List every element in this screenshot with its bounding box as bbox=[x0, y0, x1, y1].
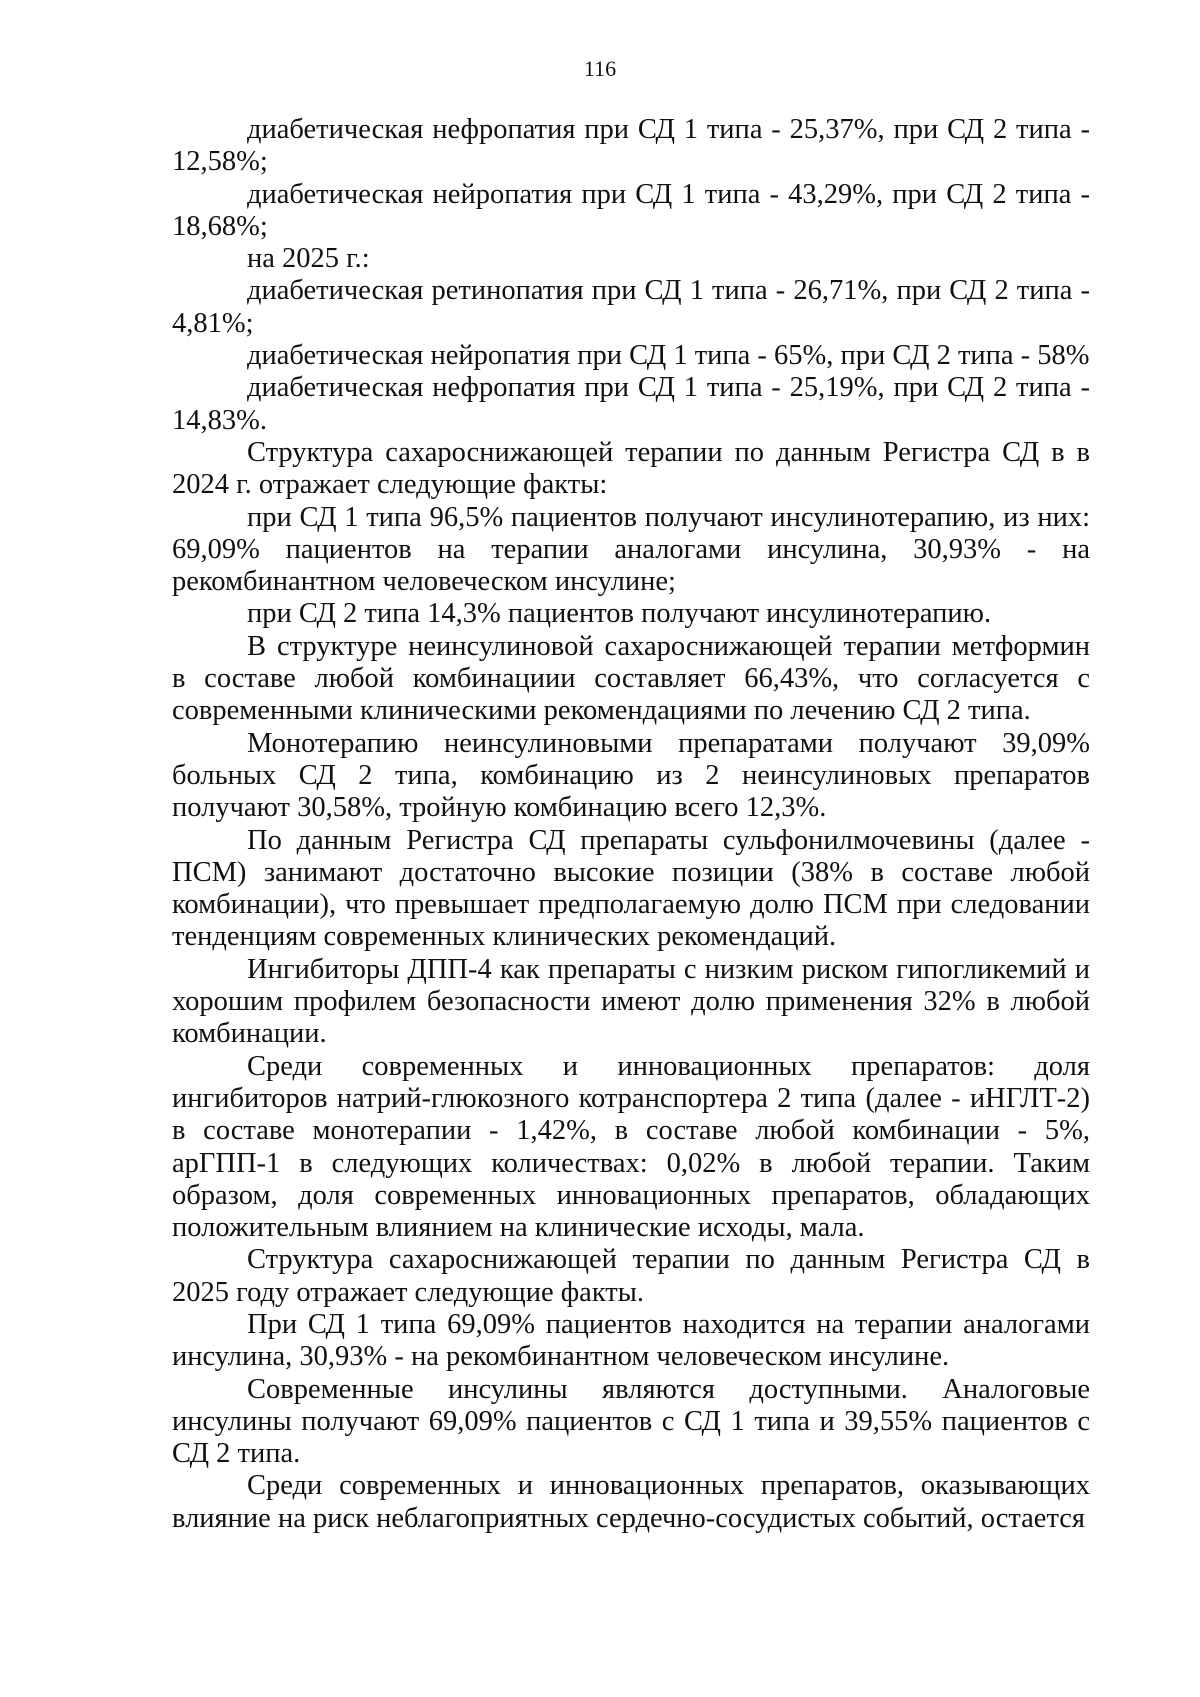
paragraph: При СД 1 типа 69,09% пациентов находится на терапии аналогами инсулина, 30,93% - на рекомбинантном человеческом инсулине. bbox=[172, 1308, 1090, 1373]
paragraph: диабетическая нефропатия при СД 1 типа - 25,19%, при СД 2 типа - 14,83%. bbox=[172, 372, 1090, 436]
paragraph: Среди современных и инновационных препаратов, оказывающих влияние на риск неблагоприятных сердечно-сосудистых событий, остается bbox=[172, 1470, 1090, 1534]
paragraph: диабетическая ретинопатия при СД 1 типа - 26,71%, при СД 2 типа - 4,81%; bbox=[172, 275, 1090, 339]
paragraph: при СД 1 типа 96,5% пациентов получают инсулинотерапию, из них: 69,09% пациентов на терапии аналогами инсулина, 30,93% - на рекомбинантном человеческом инсулине; bbox=[172, 501, 1090, 598]
paragraph: при СД 2 типа 14,3% пациентов получают инсулинотерапию. bbox=[247, 598, 992, 630]
paragraph: Структура сахароснижающей терапии по данным Регистра СД в 2025 году отражает следующие факты. bbox=[172, 1244, 1090, 1308]
paragraph: Монотерапию неинсулиновыми препаратами получают 39,09% больных СД 2 типа, комбинацию из 2 неинсулиновых препаратов получают 30,58%, тройную комбинацию всего 12,3%. bbox=[172, 727, 1090, 824]
paragraph: В структуре неинсулиновой сахароснижающей терапии метформин в составе любой комбинациии составляет 66,43%, что согласуется с современными клиническими рекомендациями по лечению СД 2 типа. bbox=[172, 630, 1090, 727]
paragraph: Структура сахароснижающей терапии по данным Регистра СД в в 2024 г. отражает следующие факты: bbox=[172, 436, 1090, 501]
paragraph: Современные инсулины являются доступными. Аналоговые инсулины получают 69,09% пациентов с СД 1 типа и 39,55% пациентов с СД 2 типа. bbox=[172, 1373, 1090, 1470]
paragraph: диабетическая нефропатия при СД 1 типа - 25,37%, при СД 2 типа - 12,58%; bbox=[172, 114, 1090, 178]
paragraph: диабетическая нейропатия при СД 1 типа - 43,29%, при СД 2 типа - 18,68%; bbox=[172, 178, 1090, 242]
document-body bbox=[172, 114, 1090, 1535]
paragraph: Ингибиторы ДПП-4 как препараты с низким риском гипогликемий и хорошим профилем безопасности имеют долю применения 32% в любой комбинации. bbox=[172, 953, 1090, 1050]
paragraph: на 2025 г.: bbox=[247, 243, 370, 275]
paragraph: По данным Регистра СД препараты сульфонилмочевины (далее - ПСМ) занимают достаточно высокие позиции (38% в составе любой комбинации), что превышает предполагаемую долю ПСМ при следовании тенденциям современных клинических рекомендаций. bbox=[172, 824, 1090, 953]
page-number: 116 bbox=[583, 56, 617, 81]
paragraph: диабетическая нейропатия при СД 1 типа - 65%, при СД 2 типа - 58% bbox=[247, 340, 1090, 372]
paragraph: Среди современных и инновационных препаратов: доля ингибиторов натрий-глюкозного котранспортера 2 типа (далее - иНГЛТ-2) в составе монотерапии - 1,42%, в составе любой комбинации - 5%, арГПП-1 в следующих количествах: 0,02% в любой терапии. Таким образом, доля современных инновационных препаратов, обладающих положительным влиянием на клинические исходы, мала. bbox=[172, 1050, 1090, 1244]
